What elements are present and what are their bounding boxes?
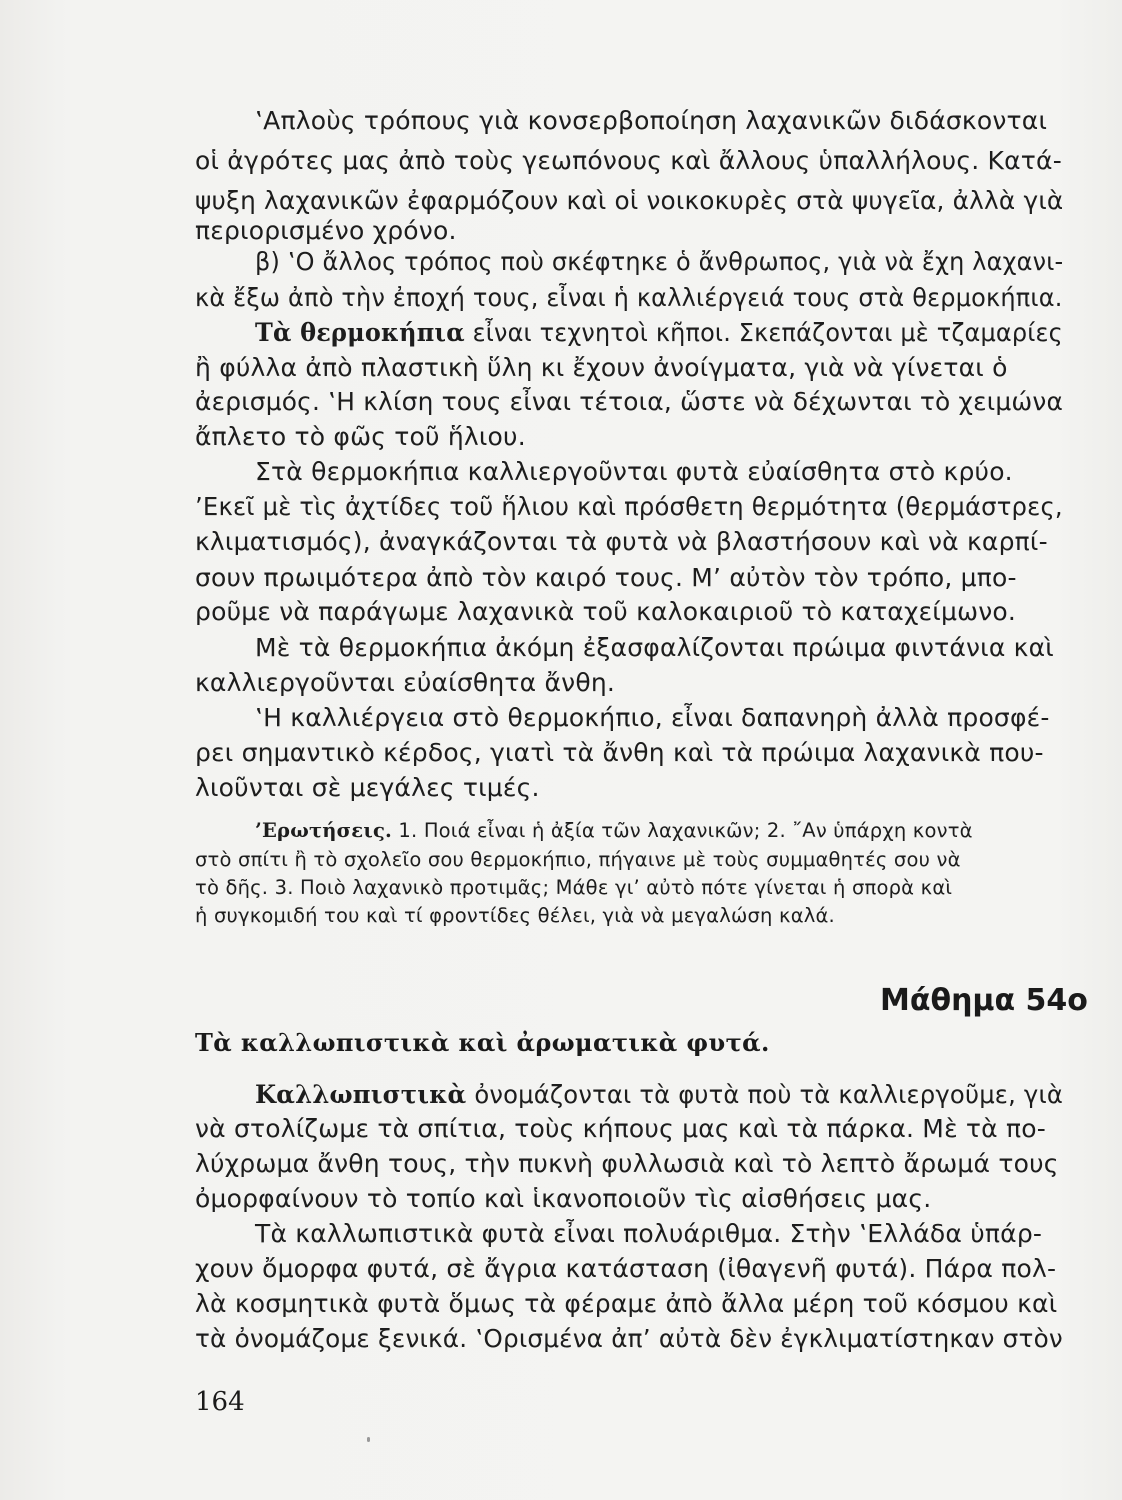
text-line: λιοῦνται σὲ μεγάλες τιμές.: [195, 773, 540, 802]
lesson-title: Τὰ καλλωπιστικὰ καὶ ἀρωματικὰ φυτά.: [195, 1028, 770, 1057]
text-line: ‛Απλοὺς τρόπους γιὰ κονσερβοποίηση λαχανικῶν διδάσκονται: [255, 106, 1048, 135]
questions-label: ’Ερωτήσεις.: [255, 819, 393, 842]
text-line: καλλιεργοῦνται εὐαίσθητα ἄνθη.: [195, 668, 616, 697]
text-line: περιορισμένο χρόνο.: [195, 216, 457, 245]
text-line: Μὲ τὰ θερμοκήπια ἀκόμη ἐξασφαλίζονται πρώιμα φιντάνια καὶ: [255, 633, 1054, 662]
text-line: σουν πρωιμότερα ἀπὸ τὸν καιρό τους. Μ’ αὐτὸν τὸν τρόπο, μπο-: [195, 563, 1017, 592]
page-number: 164: [195, 1387, 245, 1417]
text-line: ροῦμε νὰ παράγωμε λαχανικὰ τοῦ καλοκαιριοῦ τὸ καταχείμωνο.: [195, 597, 1017, 626]
text-line: ‛Η καλλιέργεια στὸ θερμοκήπιο, εἶναι δαπανηρὴ ἀλλὰ προσφέ-: [255, 703, 1050, 732]
questions-line: στὸ σπίτι ἢ τὸ σχολεῖο σου θερμοκήπιο, πήγαινε μὲ τοὺς συμμαθητές σου νὰ: [195, 848, 961, 871]
text-line: β) ‛Ο ἄλλος τρόπος ποὺ σκέφτηκε ὁ ἄνθρωπος, γιὰ νὰ ἔχη λαχανι-: [255, 247, 1064, 276]
text-line: [255, 318, 1063, 348]
text-line: οἱ ἀγρότες μας ἀπὸ τοὺς γεωπόνους καὶ ἄλλους ὑπαλλήλους. Κατά-: [195, 146, 1062, 175]
text-line: νὰ στολίζωμε τὰ σπίτια, τοὺς κήπους μας καὶ τὰ πάρκα. Μὲ τὰ πο-: [195, 1114, 1046, 1143]
text-line: Τὰ καλλωπιστικὰ φυτὰ εἶναι πολυάριθμα. Στὴν ‛Ελλάδα ὑπάρ-: [255, 1219, 1043, 1248]
text-run: 1. Ποιά εἶναι ἡ ἀξία τῶν λαχανικῶν; 2. ῎Αν ὑπάρχη κοντὰ: [392, 819, 973, 842]
lesson-heading: Μάθημα 54ο: [880, 983, 1088, 1018]
text-line: [255, 1080, 1063, 1110]
text-line: ἄπλετο τὸ φῶς τοῦ ἥλιου.: [195, 422, 526, 451]
text-run: ὀνομάζονται τὰ φυτὰ ποὺ τὰ καλλιεργοῦμε, γιὰ: [466, 1080, 1064, 1109]
questions-line: ἡ συγκομιδή του καὶ τί φροντίδες θέλει, γιὰ νὰ μεγαλώση καλά.: [195, 904, 835, 927]
text-line: ψυξη λαχανικῶν ἐφαρμόζουν καὶ οἱ νοικοκυρὲς στὰ ψυγεῖα, ἀλλὰ γιὰ: [195, 186, 1064, 215]
questions-line: τὸ δῆς. 3. Ποιὸ λαχανικὸ προτιμᾶς; Μάθε γι’ αὐτὸ πότε γίνεται ἡ σπορὰ καὶ: [195, 876, 953, 899]
text-line: λὰ κοσμητικὰ φυτὰ ὅμως τὰ φέραμε ἀπὸ ἄλλα μέρη τοῦ κόσμου καὶ: [195, 1289, 1058, 1318]
text-line: ’Εκεῖ μὲ τὶς ἀχτίδες τοῦ ἥλιου καὶ πρόσθετη θερμότητα (θερμάστρες,: [195, 492, 1063, 521]
text-line: κὰ ἔξω ἀπὸ τὴν ἐποχή τους, εἶναι ἡ καλλιέργειά τους στὰ θερμοκήπια.: [195, 283, 1063, 312]
text-line: ἢ φύλλα ἀπὸ πλαστικὴ ὕλη κι ἔχουν ἀνοίγματα, γιὰ νὰ γίνεται ὁ: [195, 353, 1008, 382]
text-line: λύχρωμα ἄνθη τους, τὴν πυκνὴ φυλλωσιὰ καὶ τὸ λεπτὸ ἄρωμά τους: [195, 1149, 1059, 1178]
text-line: ἀερισμός. ‛Η κλίση τους εἶναι τέτοια, ὥστε νὰ δέχωνται τὸ χειμώνα: [195, 387, 1064, 416]
text-line: χουν ὄμορφα φυτά, σὲ ἄγρια κατάσταση (ἰθαγενῆ φυτά). Πάρα πολ-: [195, 1254, 1057, 1283]
questions-line: [255, 816, 973, 846]
bold-term: Καλλωπιστικὰ: [255, 1080, 467, 1109]
text-line: ὀμορφαίνουν τὸ τοπίο καὶ ἱκανοποιοῦν τὶς αἰσθήσεις μας.: [195, 1184, 932, 1213]
text-line: τὰ ὀνομάζομε ξενικά. ‛Ορισμένα ἀπ’ αὐτὰ δὲν ἐγκλιματίστηκαν στὸν: [195, 1324, 1063, 1353]
text-run: εἶναι τεχνητοὶ κῆποι. Σκεπάζονται μὲ τζαμαρίες: [464, 318, 1063, 347]
text-line: Στὰ θερμοκήπια καλλιεργοῦνται φυτὰ εὐαίσθητα στὸ κρύο.: [255, 457, 1013, 486]
bold-term: Τὰ θερμοκήπια: [255, 318, 465, 347]
print-speck: [367, 1437, 370, 1442]
text-line: ρει σημαντικὸ κέρδος, γιατὶ τὰ ἄνθη καὶ τὰ πρώιμα λαχανικὰ που-: [195, 738, 1044, 767]
text-line: κλιματισμός), ἀναγκάζονται τὰ φυτὰ νὰ βλαστήσουν καὶ νὰ καρπί-: [195, 527, 1048, 556]
